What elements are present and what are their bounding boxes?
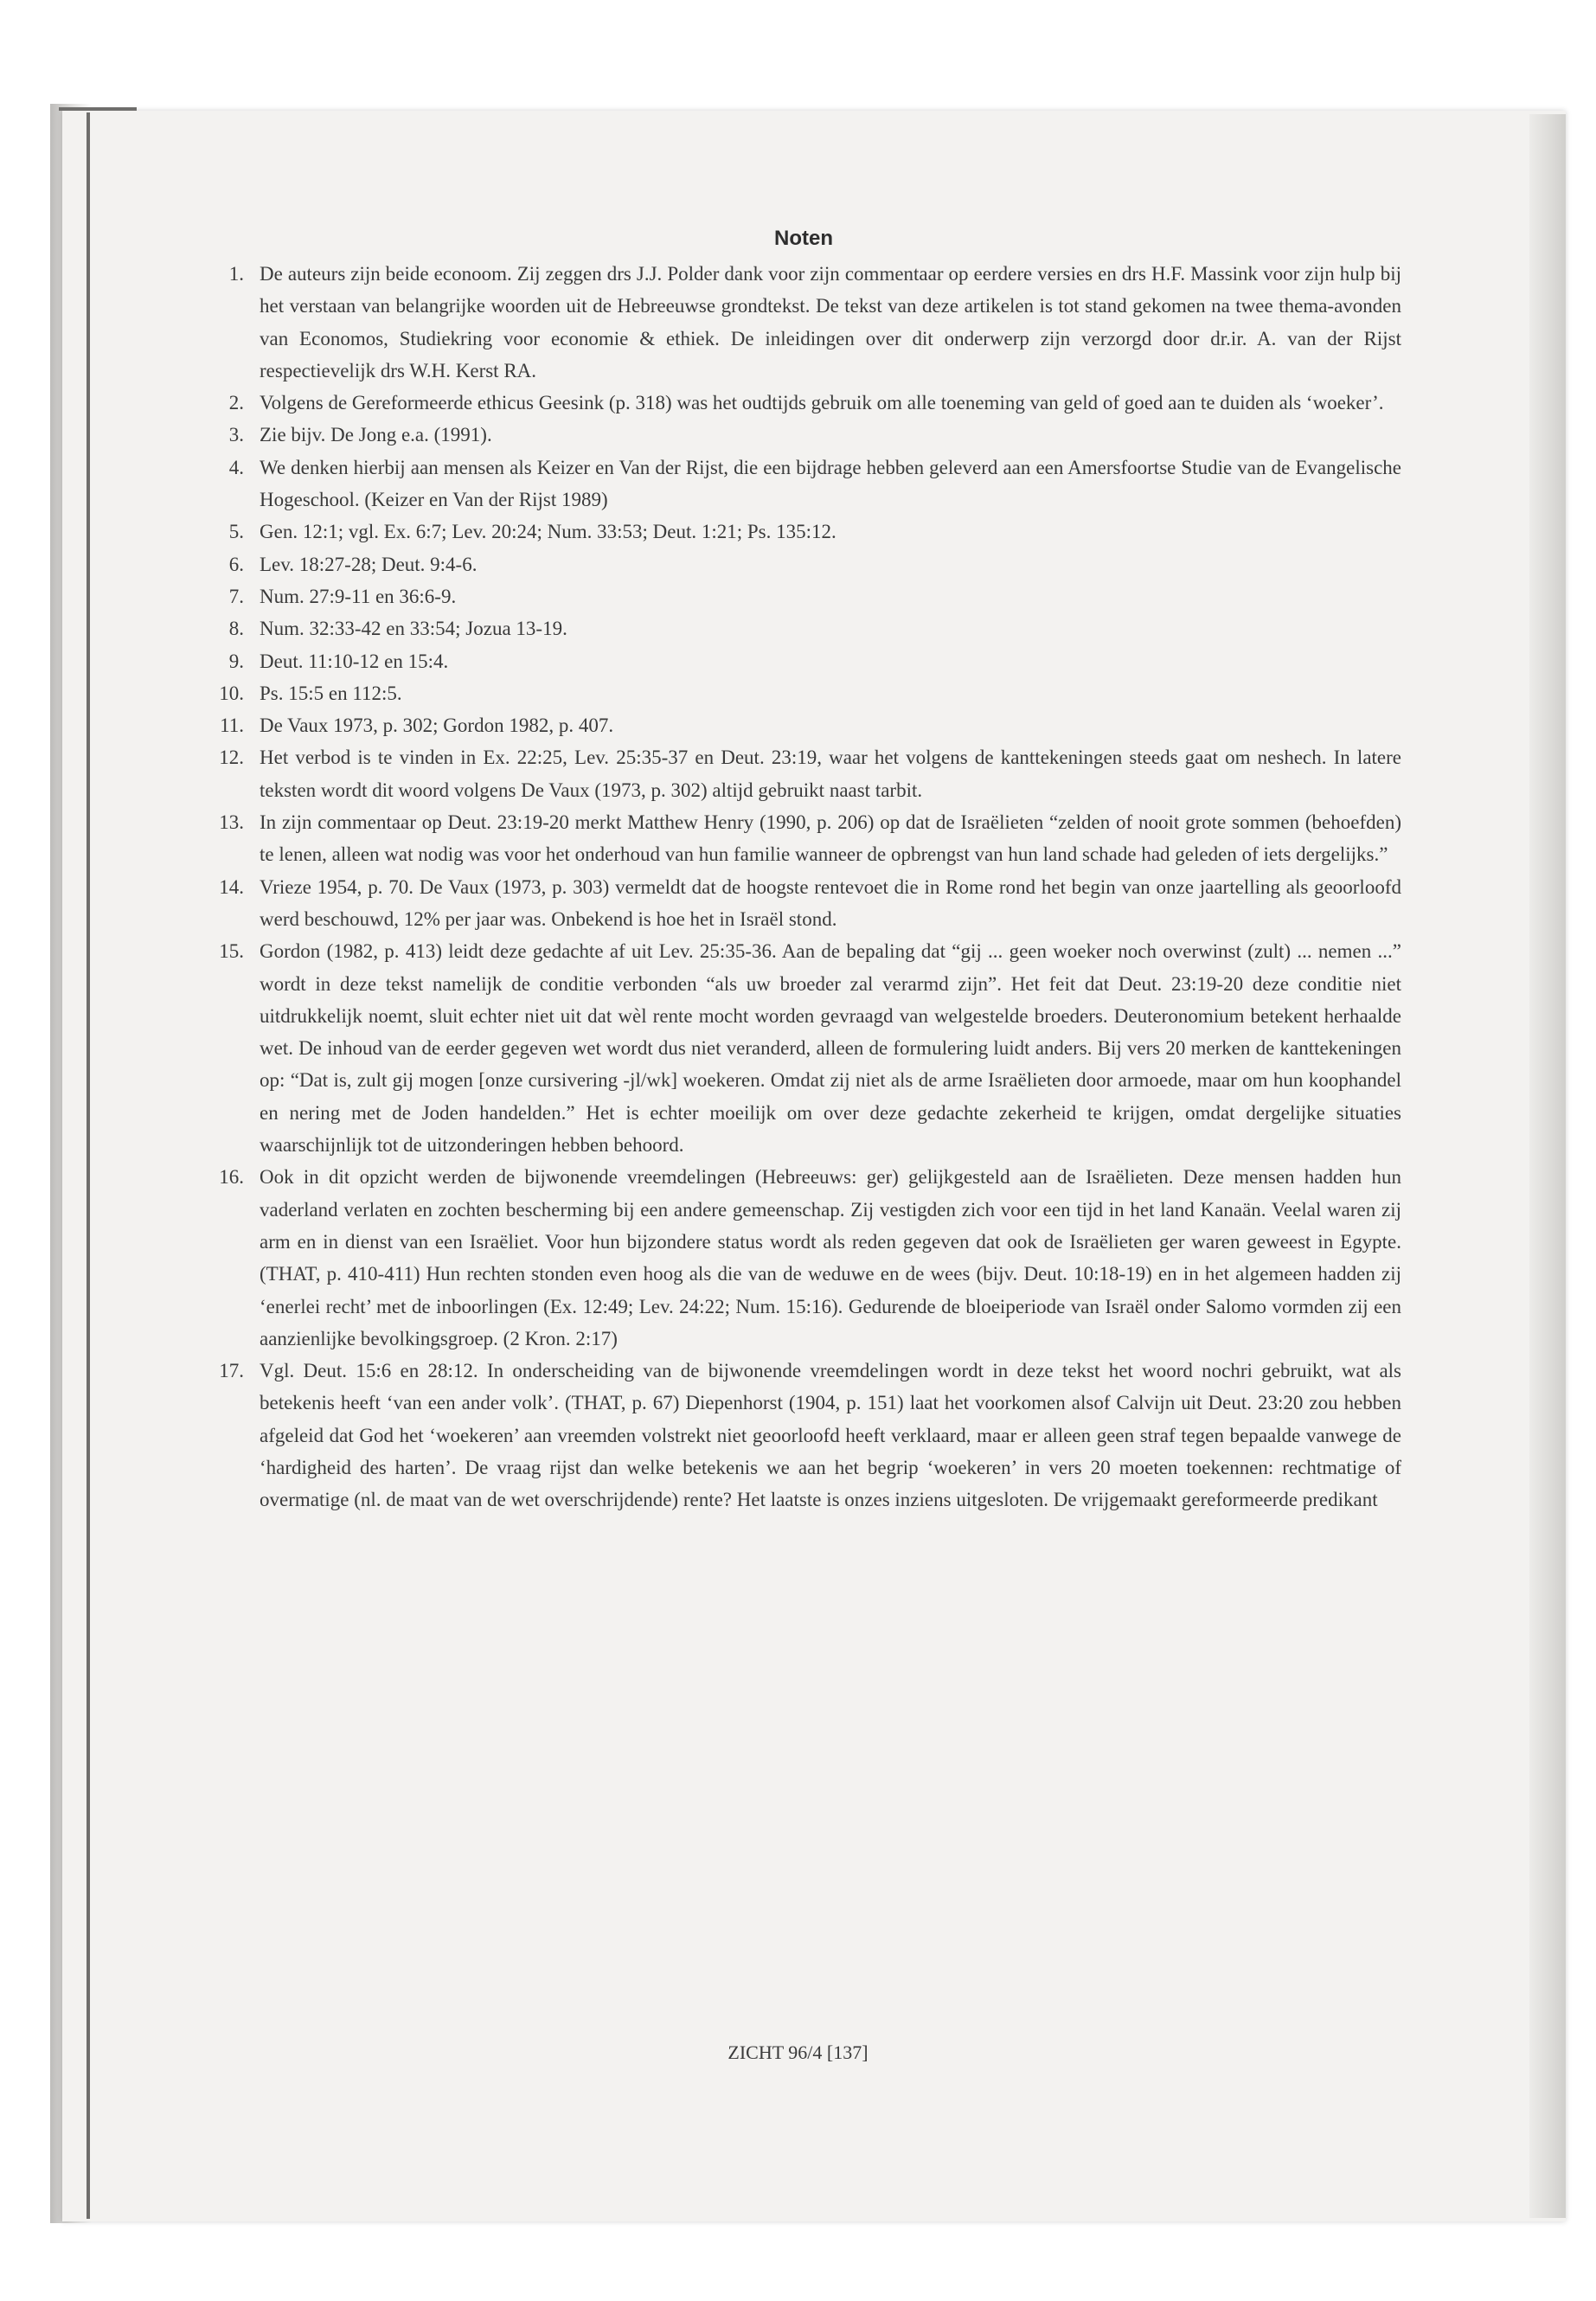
note-text: In zijn commentaar op Deut. 23:19-20 merkt Matthew Henry (1990, p. 206) op dat de Israëlieten “zelden of nooit grote sommen (behoefden) te lenen, alleen wat nodig was voor het onderhoud van hun familie wanneer de opbrengst van hun land schade had geleden of iets dergelijks.” [260,811,1401,866]
note-number: 6. [228,553,244,575]
note-text: Vgl. Deut. 15:6 en 28:12. In onderscheiding van de bijwonende vreemdelingen wordt in deze tekst het woord nochri gebruikt, wat als betekenis heeft ‘van een ander volk’. (THAT, p. 67) Diepenhorst (1904, p. 151) laat het voorkomen alsof Calvijn uit Deut. 23:20 zou hebben afgeleid dat God het ‘woekeren’ aan vreemden volstrekt niet geoorloofd heeft verklaard, maar er alleen geen straf tegen bepaalde vanwege de ‘hardigheid des harten’. De vraag rijst dan welke betekenis we aan het begrip ‘woekeren’ in vers 20 moeten toekennen: rechtmatige of overmatige (nl. de maat van de wet overschrijdende) rente? Het laatste is onzes inziens uitgesloten. De vrijgemaakt gereformeerde predikant [260,1360,1401,1511]
note-text: Num. 32:33-42 en 33:54; Jozua 13-19. [260,618,567,640]
note-item [206,709,1401,741]
note-text: Gordon (1982, p. 413) leidt deze gedachte af uit Lev. 25:35-36. Aan de bepaling dat “gij ... geen woeker noch overwinst (zult) ... nemen ...” wordt in deze tekst namelijk de conditie verbonden “als uw broeder zal verarmd zijn”. Het feit dat Deut. 23:19-20 deze conditie niet uitdrukkelijk noemt, sluit echter niet uit dat wèl rente mocht worden gevraagd van welgestelde broeders. Deuteronomium betekent herhaalde wet. De inhoud van de eerder gegeven wet wordt dus niet veranderd, alleen de formulering luidt anders. Bij vers 20 merken de kanttekeningen op: “Dat is, zult gij mogen [onze cursivering -jl/wk] woekeren. Omdat zij niet als de arme Israëlieten door armoede, maar om hun koophandel en nering met de Joden handelden.” Het is echter moeilijk om over deze gedachte zekerheid te krijgen, omdat dergelijke situaties waarschijnlijk tot de uitzonderingen hebben behoord. [260,940,1401,1157]
note-item [206,806,1401,871]
note-item [206,516,1401,548]
note-item [206,419,1401,451]
note-number: 12. [219,747,244,769]
note-number: 16. [219,1166,244,1189]
note-text: De Vaux 1973, p. 302; Gordon 1982, p. 407. [260,715,614,737]
note-item [206,387,1401,419]
note-item [206,258,1401,387]
note-item [206,935,1401,1161]
note-text: Zie bijv. De Jong e.a. (1991). [260,424,492,446]
note-text: Num. 27:9-11 en 36:6-9. [260,585,457,607]
binding-edge [87,112,90,2219]
note-number: 13. [219,811,244,834]
note-item [206,548,1401,580]
note-item [206,741,1401,806]
note-text: Ook in dit opzicht werden de bijwonende vreemdelingen (Hebreeuws: ger) gelijkgesteld aan de Israëlieten. Deze mensen hadden hun vaderland verlaten en zochten bescherming bij een andere gemeenschap. Zij vestigden zich voor een tijd in het land Kanaän. Veelal waren zij arm en in dienst van een Israëliet. Voor hun bijzondere status wordt als reden gegeven dat ook de Israëlieten ger waren geweest in Egypte. (THAT, p. 410-411) Hun rechten stonden even hoog als die van de weduwe en de wees (bijv. Deut. 10:18-19) en in het algemeen hadden zij ‘enerlei recht’ met de inboorlingen (Ex. 12:49; Lev. 24:22; Num. 15:16). Gedurende de bloeiperiode van Israël onder Salomo vormden zij een aanzienlijke bevolkingsgroep. (2 Kron. 2:17) [260,1166,1401,1349]
notes-heading: Noten [774,227,833,250]
notes-section [206,227,1401,1516]
note-item [206,580,1401,612]
note-number: 3. [228,424,244,446]
note-number: 4. [228,456,244,478]
note-number: 1. [228,263,244,285]
note-item [206,612,1401,644]
note-text: Vrieze 1954, p. 70. De Vaux (1973, p. 303) vermeldt dat de hoogste rentevoet die in Rome rond het begin van onze jaartelling als geoorloofd werd beschouwd, 12% per jaar was. Onbekend is hoe het in Israël stond. [260,875,1401,930]
notes-list [206,258,1401,1516]
page-footer: ZICHT 96/4 [137] [727,2041,869,2063]
note-number: 11. [220,715,244,737]
note-text: Lev. 18:27-28; Deut. 9:4-6. [260,553,478,575]
note-text: We denken hierbij aan mensen als Keizer en Van der Rijst, die een bijdrage hebben geleverd aan een Amersfoortse Studie van de Evangelische Hogeschool. (Keizer en Van der Rijst 1989) [260,456,1401,511]
note-number: 15. [219,940,244,963]
note-text: De auteurs zijn beide econoom. Zij zeggen drs J.J. Polder dank voor zijn commentaar op eerdere versies en drs H.F. Massink voor zijn hulp bij het verstaan van belangrijke woorden uit de Hebreeuwse grondtekst. De tekst van deze artikelen is tot stand gekomen na twee thema-avonden van Economos, Studiekring voor economie & ethiek. De inleidingen over dit onderwerp zijn verzorgd door dr.ir. A. van der Rijst respectievelijk drs W.H. Kerst RA. [260,263,1401,381]
note-number: 10. [219,682,244,704]
note-text: Gen. 12:1; vgl. Ex. 6:7; Lev. 20:24; Num. 33:53; Deut. 1:21; Ps. 135:12. [260,521,836,543]
note-number: 5. [228,521,244,543]
note-number: 8. [228,618,244,640]
note-text: Het verbod is te vinden in Ex. 22:25, Lev. 25:35-37 en Deut. 23:19, waar het volgens de kanttekeningen steeds gaat om neshech. In latere teksten wordt dit woord volgens De Vaux (1973, p. 302) altijd gebruikt naast tarbit. [260,747,1401,801]
note-item [206,452,1401,516]
note-number: 9. [228,650,244,672]
note-text: Ps. 15:5 en 112:5. [260,682,402,704]
note-item [206,677,1401,709]
note-number: 7. [228,585,244,607]
note-text: Deut. 11:10-12 en 15:4. [260,650,449,672]
note-number: 14. [219,875,244,898]
page-edge [1529,114,1566,2218]
note-item [206,645,1401,677]
note-item [206,871,1401,936]
note-text: Volgens de Gereformeerde ethicus Geesink (p. 318) was het oudtijds gebruik om alle toeneming van geld of goed aan te duiden als ‘woeker’. [260,392,1384,414]
note-number: 17. [219,1360,244,1382]
binding-mark [59,107,137,111]
note-item [206,1161,1401,1355]
note-item [206,1355,1401,1516]
note-number: 2. [228,392,244,414]
